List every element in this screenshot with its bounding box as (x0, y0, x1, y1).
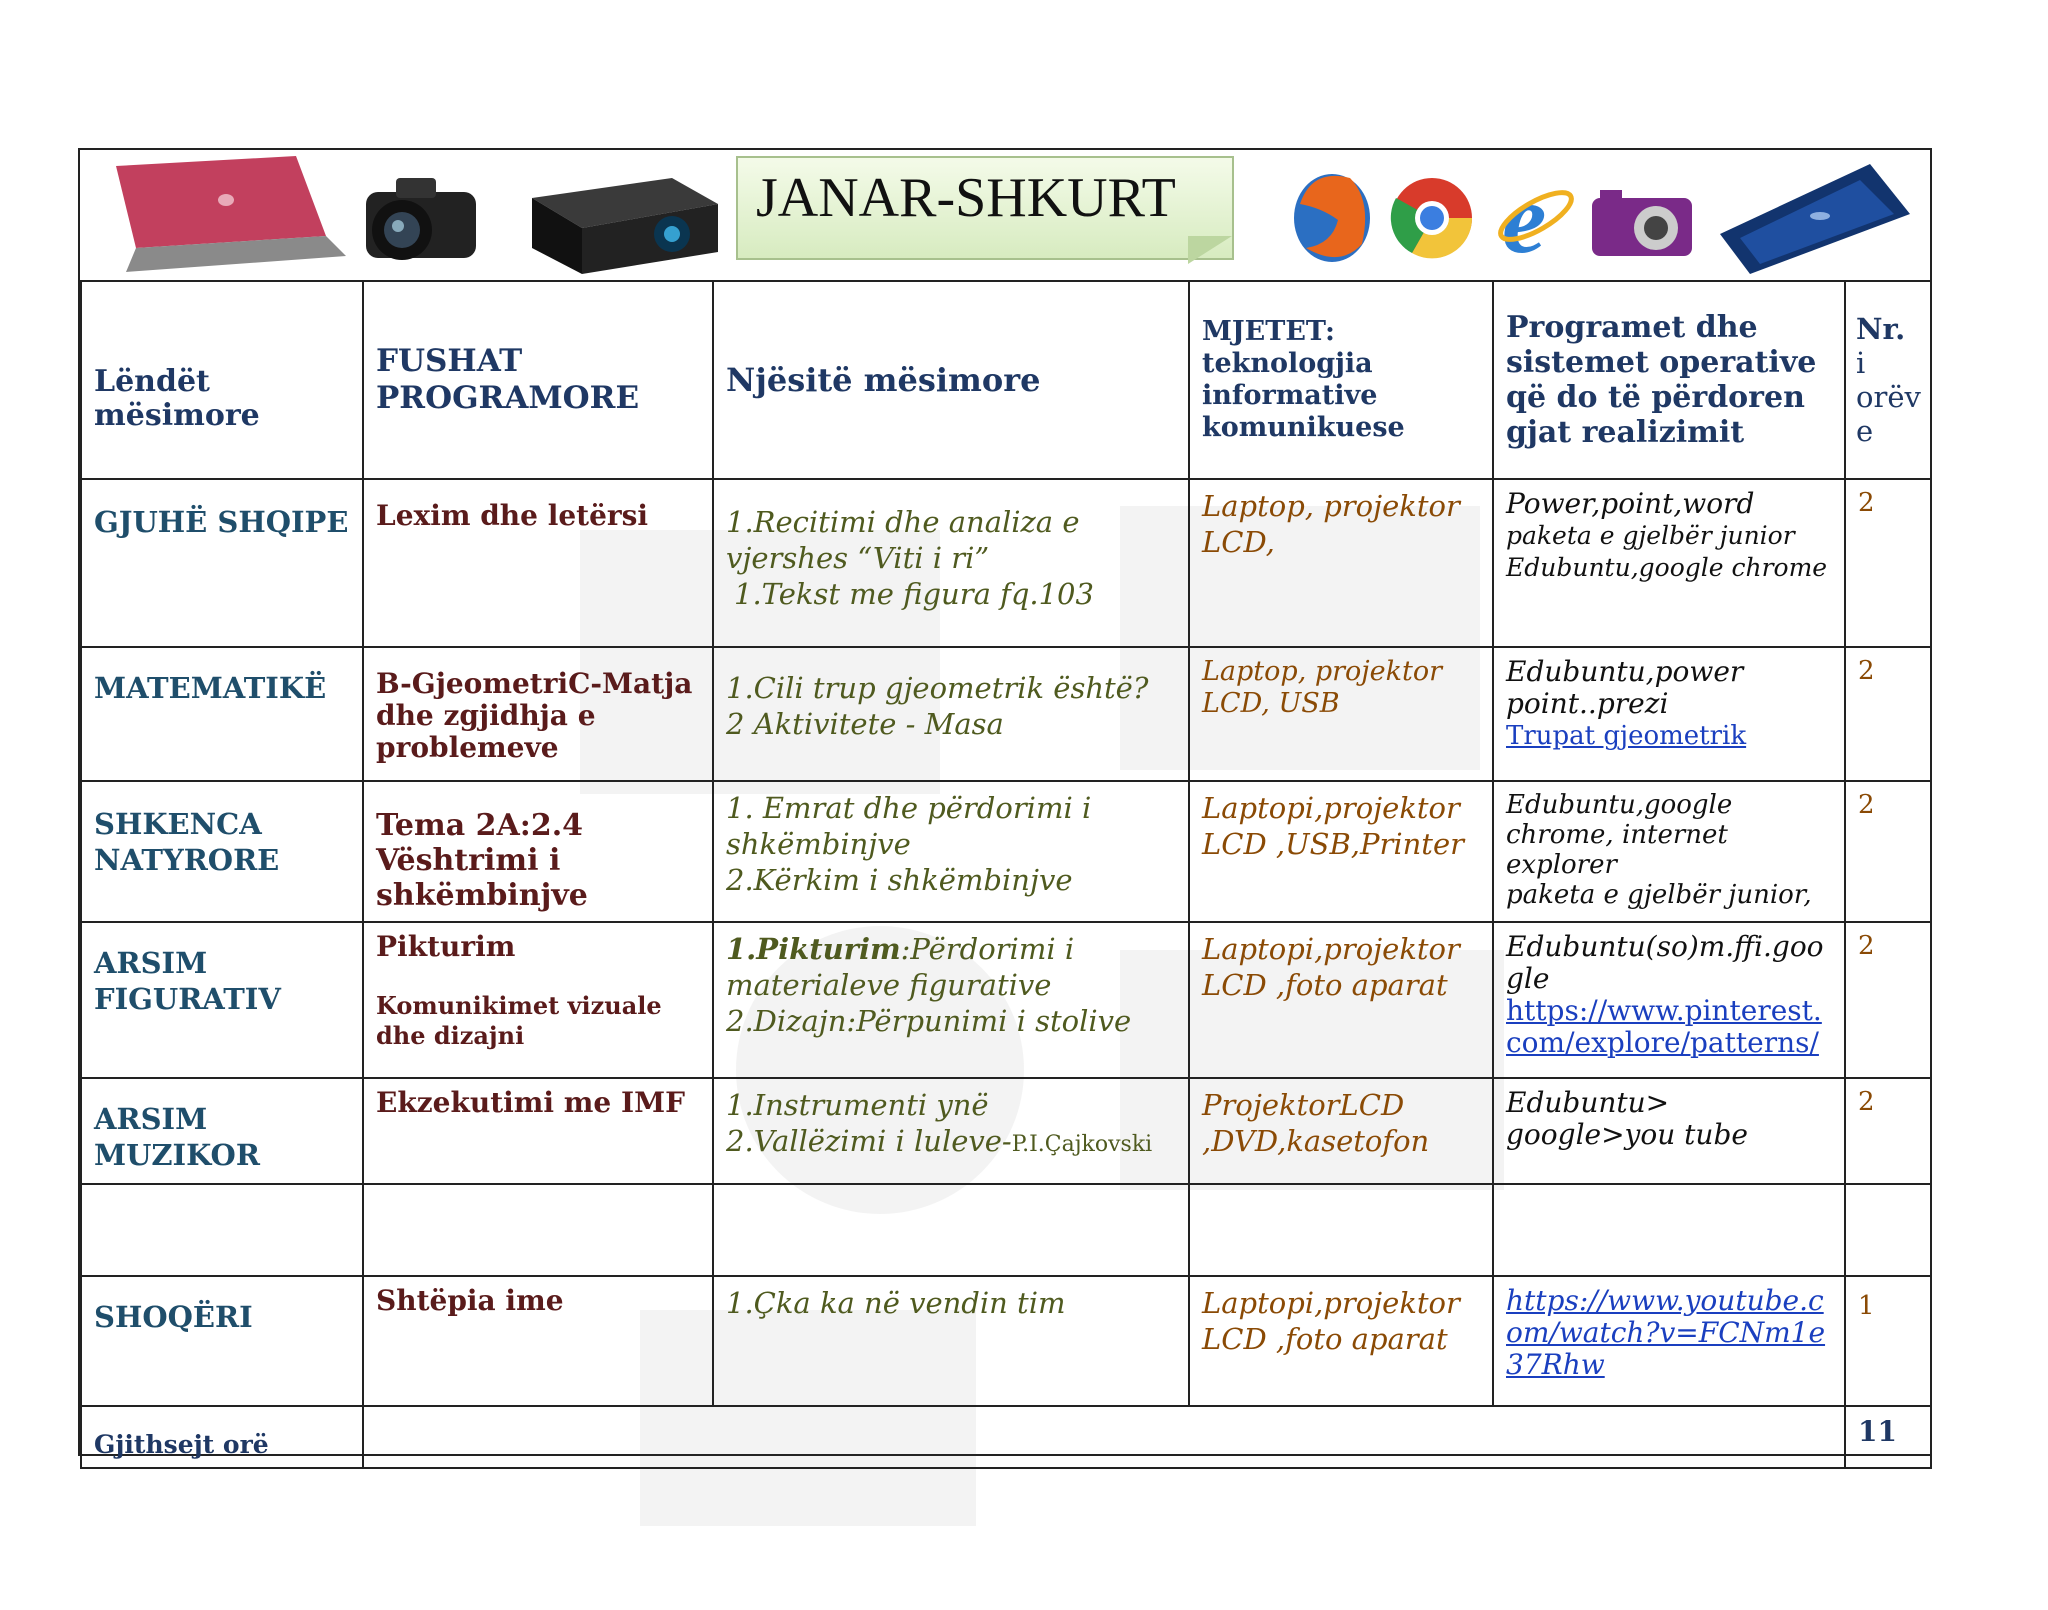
table-row (81, 647, 1931, 781)
header-tools: MJETET: teknologjia informative komunikuese (1189, 281, 1493, 479)
header-hours-i: i (1856, 346, 1866, 380)
subject-cell: MATEMATIKË (81, 647, 363, 781)
field-cell: Tema 2A:2.4 Vështrimi i shkëmbinjve (363, 781, 713, 922)
program-link[interactable]: https://www.youtube.com/watch?v=FCNm1e37Rhw (1506, 1284, 1826, 1381)
total-spacer (363, 1406, 1845, 1468)
banner-title: JANAR-SHKURT (736, 156, 1234, 260)
header-units: Njësitë mësimore (713, 281, 1189, 479)
unit-line: 2 Aktivitete - Masa (726, 707, 1004, 741)
compact-camera-icon (1586, 184, 1698, 264)
subject-cell: SHOQËRI (81, 1276, 363, 1406)
subject-cell: SHKENCA NATYRORE (81, 781, 363, 922)
unit-line (726, 1123, 1176, 1163)
field-cell: B-GjeometriC-Matja dhe zgjidhja e problemeve (363, 647, 713, 781)
field-cell: Lexim dhe letërsi (363, 479, 713, 647)
hours-cell: 2 (1845, 781, 1931, 922)
tools-cell: Laptopi,projektor LCD ,USB,Printer (1189, 781, 1493, 922)
header-hours-nr: Nr. (1856, 312, 1906, 346)
camera-icon (356, 170, 486, 270)
program-line: Edubuntu,google chrome (1506, 553, 1828, 582)
hours-cell: 2 (1845, 479, 1931, 647)
unit-rest-part: :Përdorimi i materialeve figurative (726, 932, 1075, 1002)
banner (80, 150, 1930, 282)
hours-cell: 1 (1845, 1276, 1931, 1406)
lesson-plan-table (80, 280, 1932, 1469)
empty-cell (1845, 1184, 1931, 1276)
unit-part: 2.Vallëzimi i luleve- (726, 1124, 1012, 1158)
hours-cell: 2 (1845, 922, 1931, 1078)
title-fold-decoration (1188, 236, 1232, 264)
field-cell (363, 922, 713, 1078)
header-programs: Programet dhe sistemet operative që do të përdoren gjat realizimit (1493, 281, 1845, 479)
header-row (81, 281, 1931, 479)
header-subjects: Lëndët mësimore (81, 281, 363, 479)
unit-cell: 1.Çka ka në vendin tim (713, 1276, 1189, 1406)
header-fields: FUSHAT PROGRAMORE (363, 281, 713, 479)
total-value: 11 (1845, 1406, 1931, 1468)
table-row (81, 1078, 1931, 1184)
program-line: Edubuntu(so)m.ffi.google (1506, 930, 1824, 995)
unit-line: 2.Dizajn:Përpunimi i stolive (726, 1004, 1132, 1038)
empty-row (81, 1184, 1931, 1276)
laptop-blue-icon (1710, 164, 1924, 276)
tools-cell: Laptopi,projektor LCD ,foto aparat (1189, 922, 1493, 1078)
unit-bold-part: 1.Pikturim (726, 932, 901, 966)
chrome-icon (1390, 168, 1474, 268)
unit-composer: P.I.Çajkovski (1011, 1132, 1153, 1157)
laptop-pink-icon (96, 156, 346, 274)
table-row (81, 1276, 1931, 1406)
field-line: Komunikimet vizuale dhe dizajni (376, 991, 662, 1050)
unit-line (726, 931, 1176, 1003)
programs-cell: Edubuntu> google>you tube (1493, 1078, 1845, 1184)
header-hours-e: e (1856, 414, 1874, 448)
program-line: paketa e gjelbër junior, (1506, 880, 1812, 910)
empty-cell (713, 1184, 1189, 1276)
unit-cell (713, 647, 1189, 781)
unit-line: 1.Cili trup gjeometrik është? (726, 671, 1149, 705)
subject-cell: GJUHË SHQIPE (81, 479, 363, 647)
programs-cell (1493, 781, 1845, 922)
unit-line: 2.Kërkim i shkëmbinjve (726, 863, 1073, 897)
subject-cell: ARSIM MUZIKOR (81, 1078, 363, 1184)
unit-line: 1.Recitimi dhe analiza e vjershes “Viti i ri” (726, 505, 1080, 575)
programs-cell (1493, 922, 1845, 1078)
subject-cell: ARSIM FIGURATIV (81, 922, 363, 1078)
header-hours-orev: orëv (1856, 380, 1921, 414)
firefox-icon (1292, 164, 1372, 268)
program-line: Edubuntu,power point..prezi (1506, 655, 1744, 720)
table-row (81, 922, 1931, 1078)
hours-cell: 2 (1845, 647, 1931, 781)
program-link[interactable]: Trupat gjeometrik (1506, 721, 1747, 751)
empty-cell (363, 1184, 713, 1276)
programs-cell (1493, 1276, 1845, 1406)
program-line: Edubuntu,google chrome, internet explorer (1506, 790, 1733, 880)
hours-cell: 2 (1845, 1078, 1931, 1184)
empty-cell (81, 1184, 363, 1276)
tools-cell: ProjektorLCD ,DVD,kasetofon (1189, 1078, 1493, 1184)
unit-cell (713, 781, 1189, 922)
unit-line: 1.Instrumenti ynë (726, 1088, 989, 1122)
program-line: paketa e gjelbër junior (1506, 521, 1795, 550)
plan-sheet (78, 148, 1932, 1459)
field-cell: Shtëpia ime (363, 1276, 713, 1406)
unit-cell (713, 1078, 1189, 1184)
field-line: Pikturim (376, 930, 516, 963)
programs-cell (1493, 647, 1845, 781)
table-row (81, 781, 1931, 922)
svg-text:e: e (1502, 164, 1547, 268)
unit-cell (713, 479, 1189, 647)
unit-line: 1.Tekst me figura fq.103 (734, 577, 1094, 611)
tools-cell: Laptopi,projektor LCD ,foto aparat (1189, 1276, 1493, 1406)
programs-cell (1493, 479, 1845, 647)
program-link[interactable]: https://www.pinterest.com/explore/patterns/ (1506, 994, 1822, 1059)
total-row (81, 1406, 1931, 1468)
tools-cell: Laptop, projektor LCD, (1189, 479, 1493, 647)
empty-cell (1189, 1184, 1493, 1276)
table-row (81, 479, 1931, 647)
empty-cell (1493, 1184, 1845, 1276)
tools-cell: Laptop, projektor LCD, USB (1189, 647, 1493, 781)
header-hours (1845, 281, 1931, 479)
field-cell: Ekzekutimi me IMF (363, 1078, 713, 1184)
internet-explorer-icon (1498, 164, 1574, 268)
program-line: Power,point,word (1506, 487, 1755, 520)
unit-cell (713, 922, 1189, 1078)
unit-line: 1. Emrat dhe përdorimi i shkëmbinjve (726, 791, 1092, 861)
projector-icon (522, 168, 722, 276)
total-label: Gjithsejt orë (81, 1406, 363, 1468)
